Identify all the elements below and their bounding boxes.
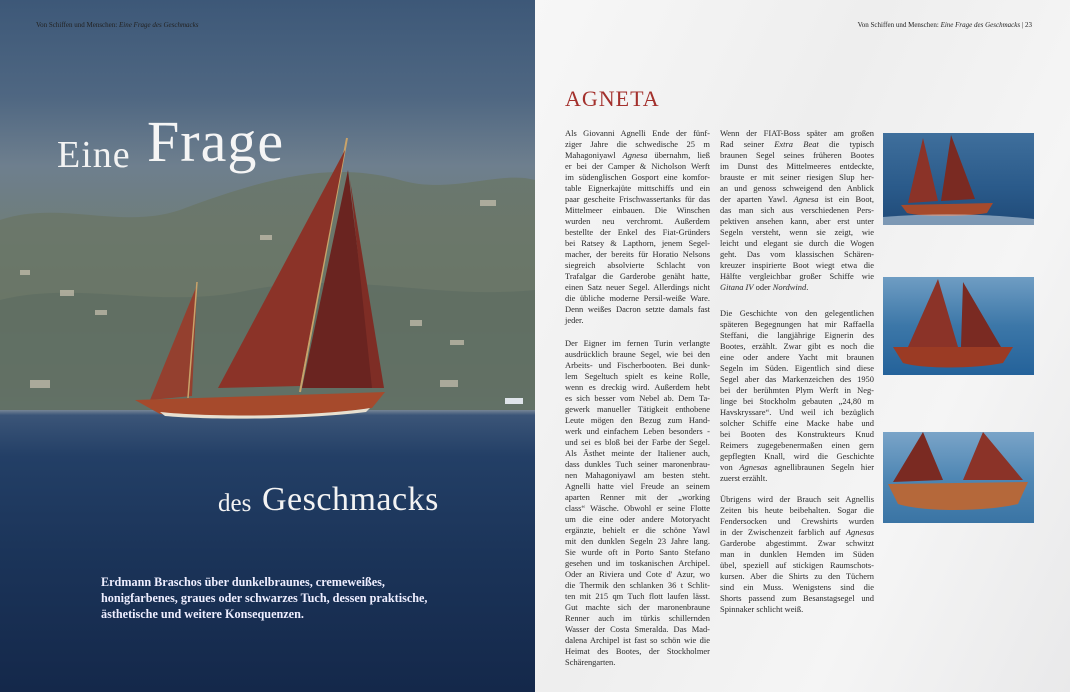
text-segment: Segeln versteht, wenn sie zeigt, wie: [720, 227, 874, 237]
text-line: [720, 462, 874, 473]
text-line: [565, 635, 710, 646]
text-line: [720, 216, 874, 227]
text-line: [720, 363, 874, 374]
text-line: [565, 205, 710, 216]
text-segment: Übrigens wird der Brauch seit Agnellis: [720, 494, 874, 504]
title-geschmacks: Geschmacks: [262, 481, 439, 518]
running-head-text: Von Schiffen und Menschen:: [857, 21, 941, 29]
text-line: [565, 525, 710, 536]
photo-agnesa-sailing-2: [883, 277, 1034, 375]
text-segment: werk und einfachem Leben besonders -: [565, 426, 710, 436]
text-segment: Die Geschichte von den gelegentlichen: [720, 308, 874, 318]
text-segment: macher, der bereits für Horatio Nelsons: [565, 249, 710, 259]
running-head-left: [36, 21, 198, 29]
text-segment: solcher Schiffe eine Macke habe und: [720, 418, 874, 428]
text-segment: Reimers zugegebenermaßen einen gern: [720, 440, 874, 450]
text-line: [565, 481, 710, 492]
text-segment: das man sich aus verschiedenen Pers-: [720, 205, 874, 215]
text-line: [565, 128, 710, 139]
text-line: [720, 249, 874, 260]
text-line: [565, 238, 710, 249]
text-line: [720, 407, 874, 418]
text-segment: Leute mögen den Bezug zum Hand-: [565, 415, 710, 425]
text-line: [565, 536, 710, 547]
running-head-right: [858, 21, 1032, 29]
text-line: [565, 470, 710, 481]
text-segment: der aparten Yawl.: [720, 194, 794, 204]
text-line: [720, 516, 874, 527]
text-line: [720, 527, 874, 538]
text-line: [720, 319, 874, 330]
text-segment: Agnelli hatte viel Freude an seinem: [565, 481, 710, 491]
text-line: [565, 503, 710, 514]
text-line: [720, 385, 874, 396]
text-segment: siegreich absolvierte Schlacht von: [565, 260, 710, 270]
text-segment: table Eignerkajüte mittschiffs und ein: [565, 183, 710, 193]
text-segment: agnellibraunen Segeln hier: [767, 462, 874, 472]
body-paragraph: [565, 128, 710, 326]
text-line: [565, 426, 710, 437]
text-line: [565, 172, 710, 183]
photo-agnesa-crew: [883, 432, 1034, 523]
text-line: [565, 558, 710, 569]
text-segment: Der Eigner im fernen Turin verlangte: [565, 338, 710, 348]
text-segment: Heimat des Bootes, der Stockholmer: [565, 646, 710, 656]
text-segment: sind ein Muss. Wenigstens sind die: [720, 582, 874, 592]
text-segment: class“ Wäsche. Obwohl er seine Flotte: [565, 503, 710, 513]
body-paragraph: [720, 128, 874, 293]
text-segment: gesehen und im toskanischen Archipel.: [565, 558, 710, 568]
text-segment: dass dunkles Tuch seiner maronenbrau-: [565, 459, 710, 469]
title-eine: Eine: [57, 134, 131, 176]
text-segment: Wasser der Costa Smeralda. Das Mad-: [565, 624, 710, 634]
text-line: [720, 150, 874, 161]
text-segment: Bootes, erzählt. Zwar gibt es noch die: [720, 341, 874, 351]
text-segment: gepflegten Knall, wird die Geschichte: [720, 451, 874, 461]
photo-agnesa-sailing-1: [883, 133, 1034, 225]
italic-text: Agnesa: [622, 150, 648, 160]
text-line: [565, 448, 710, 459]
text-segment: gewerk manueller Tätigkeit enthobene: [565, 404, 710, 414]
page-number: | 23: [1020, 21, 1032, 29]
text-line: [720, 571, 874, 582]
text-line: [565, 249, 710, 260]
text-segment: Mittelmeer einbauen. Die Winschen: [565, 205, 710, 215]
text-segment: leicht und elegant sie durch die Wogen: [720, 238, 874, 248]
text-line: [720, 139, 874, 150]
running-head-text: Von Schiffen und Menschen:: [36, 21, 119, 29]
text-line: [720, 128, 874, 139]
body-paragraph: [720, 494, 874, 615]
text-segment: linge bei Stockholm gebauten „24,80 m: [720, 396, 874, 406]
text-line: [720, 494, 874, 505]
text-line: [565, 227, 710, 238]
text-line: [565, 150, 710, 161]
subtitle-standfirst: Erdmann Braschos über dunkelbraunes, cremeweißes, honigfarbenes, graues oder schwarzes Tuch, dessen praktische, ästhetische und weitere Konsequenzen.: [101, 575, 428, 621]
text-line: [565, 569, 710, 580]
text-segment: in der Zwischenzeit farblich auf: [720, 527, 846, 537]
text-line: [565, 646, 710, 657]
text-line: [565, 338, 710, 349]
text-segment: bei der berühmten Plym Werft in Neg-: [720, 385, 874, 395]
text-segment: Steffani, die langjährige Eignerin des: [720, 330, 874, 340]
text-line: [720, 560, 874, 571]
text-line: [720, 227, 874, 238]
text-segment: späteren Begegnungen hat mir Raffaella: [720, 319, 874, 329]
text-line: [720, 183, 874, 194]
italic-text: Nordwind: [772, 282, 807, 292]
text-segment: übernahm, ließ: [647, 150, 710, 160]
text-line: [565, 393, 710, 404]
text-line: [565, 194, 710, 205]
text-segment: brauste er mit seiner riesigen Slup her-: [720, 172, 874, 182]
text-segment: ergänzte, behielt er die schöne Yawl: [565, 525, 710, 535]
text-segment: Als Ästhet meinte der Italiener auch,: [565, 448, 710, 458]
text-line: [565, 415, 710, 426]
text-line: [565, 492, 710, 503]
text-segment: um die eine oder andere Motoryacht: [565, 514, 710, 524]
text-segment: die übliche moderne Persil-weiße Ware.: [565, 293, 710, 303]
article-heading: AGNETA: [565, 86, 660, 111]
text-line: [720, 505, 874, 516]
text-segment: kursen. Aber die Shirts zu den Tüchern: [720, 571, 874, 581]
text-segment: man in dunklen Hemden im Süden: [720, 549, 874, 559]
text-line: [720, 260, 874, 271]
text-line: [720, 582, 874, 593]
text-segment: .: [806, 282, 809, 292]
text-line: [720, 282, 874, 293]
text-segment: lem Segeltuch spielt es keine Rolle,: [565, 371, 710, 381]
text-segment: ausdrücklich braune Segel, wie bei den: [565, 349, 710, 359]
text-line: [565, 216, 710, 227]
text-segment: Gut machte sich der maronenbraune: [565, 602, 710, 612]
text-line: [720, 341, 874, 352]
text-line: [565, 315, 710, 326]
text-segment: Shorts passend zum Besanstagsegel und: [720, 593, 874, 603]
text-line: [565, 602, 710, 613]
text-segment: bei Ratsey & Lapthorn, jenem Segel-: [565, 238, 710, 248]
text-line: [720, 161, 874, 172]
body-paragraph: [565, 338, 710, 668]
text-line: [565, 624, 710, 635]
text-segment: Renner auch im türkis schillernden: [565, 613, 710, 623]
text-line: [720, 593, 874, 604]
text-line: [720, 604, 874, 615]
text-segment: paar gescheite Frischwassertanks für das: [565, 194, 710, 204]
text-segment: einen Satz neuer Segel. Allerdings nicht: [565, 282, 710, 292]
text-line: [720, 352, 874, 363]
text-segment: Denn weißes Dacron setzte damals fast: [565, 304, 710, 314]
body-paragraph: [720, 308, 874, 484]
text-segment: Trafalgar die Garderobe genäht hatte,: [565, 271, 710, 281]
text-line: [565, 260, 710, 271]
text-line: [720, 429, 874, 440]
running-head-title: Eine Frage des Geschmacks: [118, 21, 199, 29]
text-line: [565, 271, 710, 282]
text-line: [565, 293, 710, 304]
text-line: [565, 404, 710, 415]
italic-text: Gitana IV: [720, 282, 754, 292]
text-segment: Garderobe abgestimmt. Zwar schwitzt: [720, 538, 874, 548]
text-line: [720, 271, 874, 282]
italic-text: Agnesas: [845, 527, 874, 537]
text-line: [720, 538, 874, 549]
italic-text: Agnesas: [739, 462, 768, 472]
text-line: [565, 657, 710, 668]
text-line: [565, 591, 710, 602]
text-segment: oder: [753, 282, 773, 292]
text-segment: pektiven ansehen kann, aber erst unter: [720, 216, 874, 226]
text-segment: mit den dunklen Segeln 23 Jahre lang.: [565, 536, 710, 546]
text-line: [565, 161, 710, 172]
text-segment: übel, speziell auf stickigen Raumschots-: [720, 560, 874, 570]
text-line: [565, 139, 710, 150]
text-line: [565, 580, 710, 591]
text-segment: ten mit 215 qm Tuch flott laufen lässt.: [565, 591, 710, 601]
text-segment: und sei es bloß bei der Farbe der Segel.: [565, 437, 710, 447]
text-line: [565, 282, 710, 293]
text-line: [720, 308, 874, 319]
text-segment: dalena Archipel ist fast so schön wie die: [565, 635, 710, 645]
text-segment: im Dunst des Mittelmeeres entdeckte,: [720, 161, 874, 171]
text-segment: Havskryssare“. Und weil ich bezüglich: [720, 407, 874, 417]
running-head-title: Eine Frage des Geschmacks: [940, 21, 1021, 29]
text-segment: Zeiten bis heute beibehalten. Sogar die: [720, 505, 874, 515]
text-line: [720, 440, 874, 451]
title-frage: Frage: [147, 109, 285, 174]
text-line: [565, 382, 710, 393]
text-segment: Mahagoniyawl: [565, 150, 623, 160]
text-segment: Fendersocken und Crewshirts wurden: [720, 516, 874, 526]
text-segment: geht. Das vom klassischen Schären-: [720, 249, 874, 259]
text-segment: es sich besser vom Nebel ab. Dem Ta-: [565, 393, 710, 403]
text-segment: von: [720, 462, 740, 472]
text-segment: ist ein Boot,: [818, 194, 874, 204]
text-line: [720, 205, 874, 216]
text-segment: die typisch: [818, 139, 874, 149]
text-segment: bei Booten des Konstrukteurs Knud: [720, 429, 874, 439]
text-segment: wurden neu verchromt. Außerdem: [565, 216, 710, 226]
text-line: [720, 396, 874, 407]
text-line: [720, 451, 874, 462]
text-line: [720, 374, 874, 385]
italic-text: Agnesa: [793, 194, 819, 204]
text-segment: Schärengarten.: [565, 657, 616, 667]
text-segment: Arbeits- und Fischerbooten. Bei dunk-: [565, 360, 710, 370]
text-line: [720, 549, 874, 560]
text-segment: die Thermik den schlanken 36 t Schlit-: [565, 580, 710, 590]
text-segment: zuerst erzählt.: [720, 473, 768, 483]
text-line: [565, 459, 710, 470]
text-segment: Sie wurde oft in Porto Santo Stefano: [565, 547, 710, 557]
text-line: [565, 304, 710, 315]
text-segment: er bei der Camper & Nicholson Werft: [565, 161, 710, 171]
text-line: [565, 183, 710, 194]
text-segment: jeder.: [565, 315, 584, 325]
title-des: des: [218, 490, 252, 517]
text-line: [565, 360, 710, 371]
text-segment: Oder an Riviera und Cote d' Azur, wo: [565, 569, 710, 579]
text-line: [565, 514, 710, 525]
text-segment: Rad seiner: [720, 139, 775, 149]
text-segment: braunen Segel seines früheren Bootes: [720, 150, 874, 160]
text-line: [565, 349, 710, 360]
text-segment: an und genoss schweigend den Anblick: [720, 183, 874, 193]
text-line: [720, 418, 874, 429]
text-segment: im südenglischen Gosport eine komfor-: [565, 172, 710, 182]
text-line: [565, 437, 710, 448]
text-segment: ziger Jahre die schwedische 25 m: [565, 139, 710, 149]
text-segment: Wenn der FIAT-Boss später am großen: [720, 128, 874, 138]
text-segment: bestellte der Enkel des Fiat-Gründers: [565, 227, 710, 237]
italic-text: Extra Beat: [774, 139, 819, 149]
text-segment: eine oder andere Yacht mit braunen: [720, 352, 874, 362]
text-segment: Hälfte vergleichbar großer Schiffe wie: [720, 271, 874, 281]
text-segment: aparten Renner mit der „working: [565, 492, 710, 502]
text-line: [720, 330, 874, 341]
text-segment: Als Giovanni Agnelli Ende der fünf-: [565, 128, 710, 138]
text-line: [720, 473, 874, 484]
text-line: [720, 172, 874, 183]
text-line: [720, 238, 874, 249]
text-line: [565, 547, 710, 558]
text-segment: kreuzer inspirierte Boot wiegt etwa die: [720, 260, 874, 270]
text-line: [720, 194, 874, 205]
text-segment: Segel aber das Markenzeichen des 1950: [720, 374, 874, 384]
text-segment: wenn es dreckig wird. Außerdem hebt: [565, 382, 710, 392]
text-segment: Segeln im Süden. Eigentlich sind diese: [720, 363, 874, 373]
text-segment: Spinnaker schlicht weiß.: [720, 604, 804, 614]
text-line: [565, 613, 710, 624]
text-segment: nen Mahagoniyawl am besten steht.: [565, 470, 710, 480]
text-line: [565, 371, 710, 382]
